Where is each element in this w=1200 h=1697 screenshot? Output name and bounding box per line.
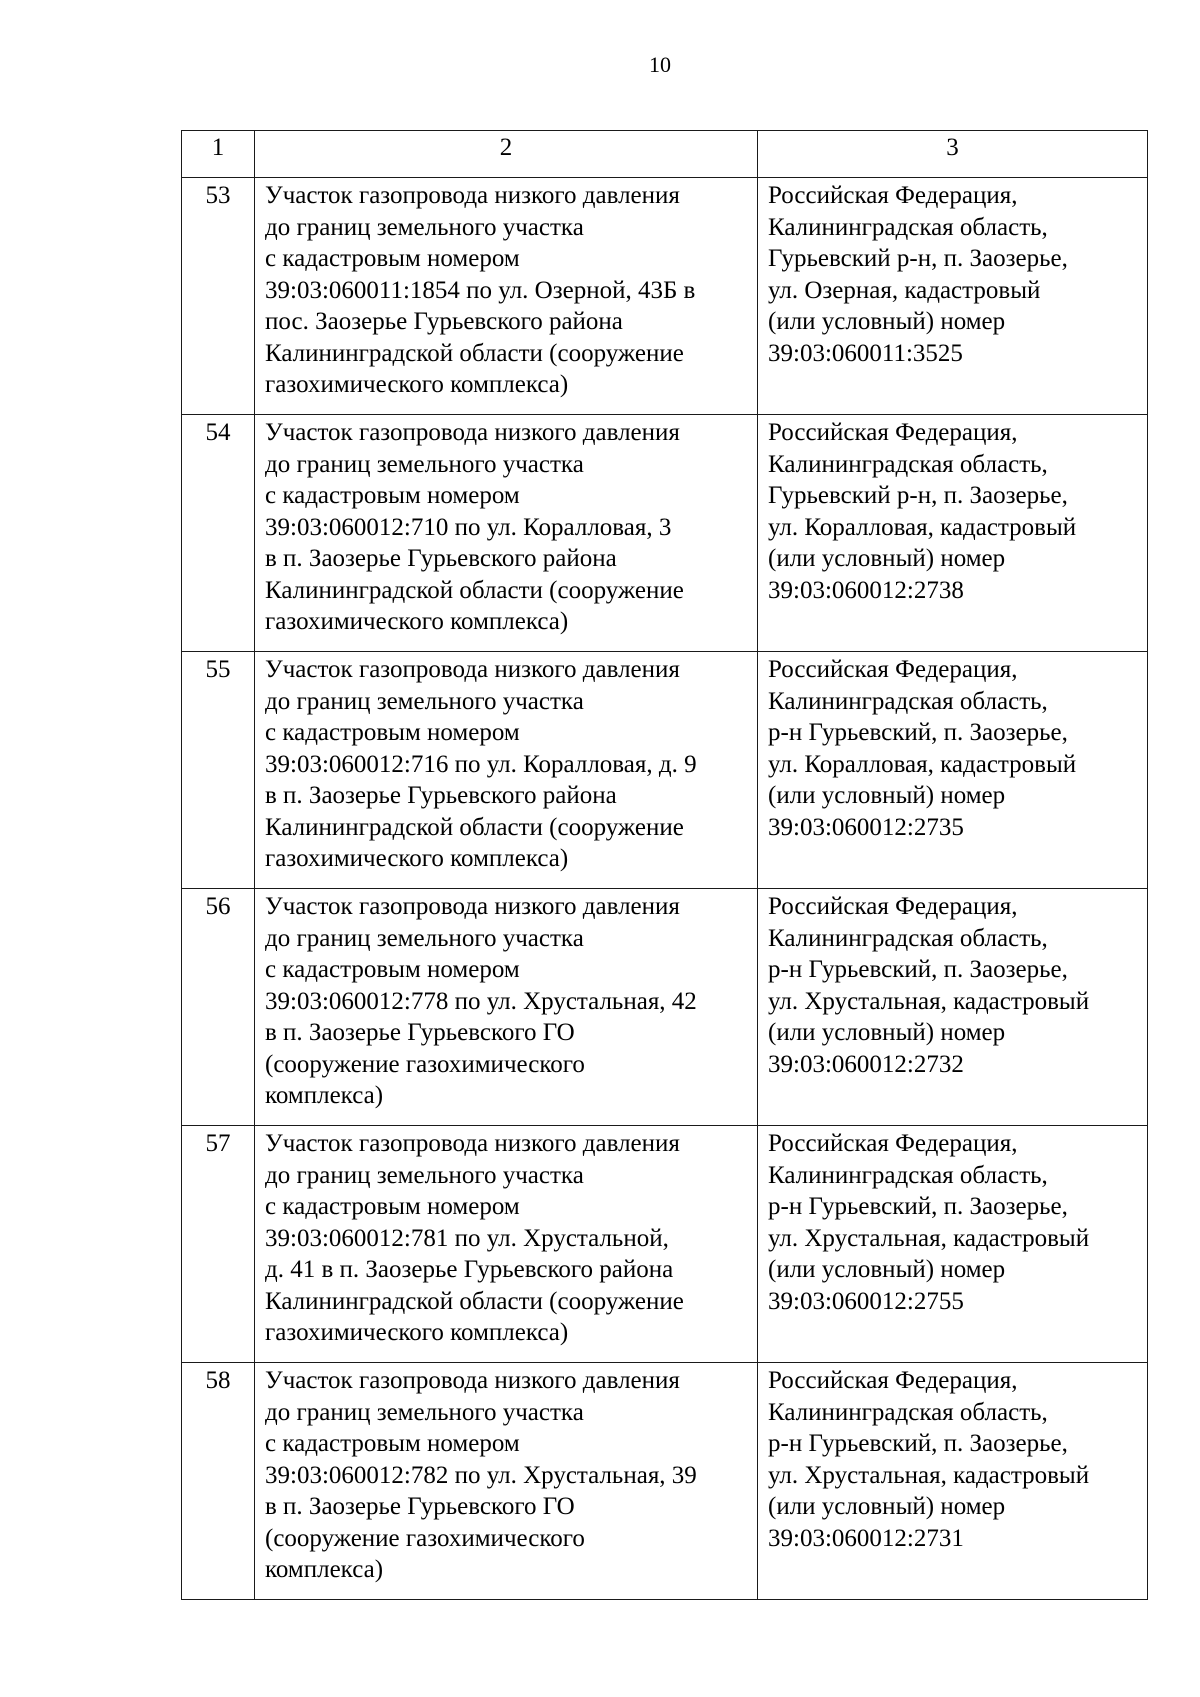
- table-row: [182, 652, 1148, 889]
- location-line: ул. Хрустальная, кадастровый: [768, 1461, 1090, 1489]
- object-description-line: (сооружение газохимического: [265, 1050, 585, 1078]
- object-description-line: с кадастровым номером: [265, 719, 520, 746]
- object-description-line: до границ земельного участка: [265, 213, 584, 241]
- object-description-cell: [255, 1363, 758, 1600]
- location-line: Российская Федерация,: [768, 1130, 1018, 1157]
- object-description-line: 39:03:060012:778 по ул. Хрустальная, 42: [265, 987, 697, 1015]
- location-line: Калининградская область,: [768, 1161, 1048, 1189]
- object-description-cell: [255, 889, 758, 1126]
- object-description-line: (сооружение газохимического: [265, 1524, 585, 1552]
- object-description-line: комплекса): [265, 1556, 384, 1583]
- object-description-line: Участок газопровода низкого давления: [265, 1367, 680, 1394]
- object-description-line: Участок газопровода низкого давления: [265, 656, 680, 683]
- location-line: ул. Озерная, кадастровый: [768, 276, 1041, 304]
- location-line: Калининградская область,: [768, 213, 1048, 241]
- row-number-cell: 58: [182, 1363, 255, 1600]
- object-description-line: 39:03:060012:710 по ул. Коралловая, 3: [265, 513, 672, 541]
- object-description-line: Калининградской области (сооружение: [265, 1287, 684, 1315]
- column-header-number: 1: [182, 131, 255, 178]
- location-line: 39:03:060012:2735: [768, 813, 964, 841]
- row-number-cell: 57: [182, 1126, 255, 1363]
- object-description-line: Участок газопровода низкого давления: [265, 893, 680, 920]
- location-line: Гурьевский р-н, п. Заозерье,: [768, 482, 1068, 509]
- row-number-cell: 56: [182, 889, 255, 1126]
- object-description-line: газохимического комплекса): [265, 608, 569, 635]
- table-header-row: [182, 131, 1148, 178]
- object-description-line: в п. Заозерье Гурьевского ГО: [265, 1019, 575, 1046]
- object-description-line: Калининградской области (сооружение: [265, 813, 684, 841]
- object-description-line: пос. Заозерье Гурьевского района: [265, 308, 623, 335]
- location-cell: [758, 889, 1148, 1126]
- row-number-cell: 55: [182, 652, 255, 889]
- location-line: Российская Федерация,: [768, 656, 1018, 683]
- object-description-line: с кадастровым номером: [265, 482, 520, 509]
- table-row: [182, 1126, 1148, 1363]
- location-line: Российская Федерация,: [768, 419, 1018, 446]
- location-line: 39:03:060012:2755: [768, 1287, 964, 1315]
- row-number-cell: 54: [182, 415, 255, 652]
- object-description-line: до границ земельного участка: [265, 687, 584, 715]
- object-description-line: газохимического комплекса): [265, 845, 569, 872]
- table-row: [182, 415, 1148, 652]
- location-line: р-н Гурьевский, п. Заозерье,: [768, 956, 1068, 983]
- object-description-line: с кадастровым номером: [265, 245, 520, 272]
- location-line: Калининградская область,: [768, 450, 1048, 478]
- location-line: Калининградская область,: [768, 924, 1048, 952]
- object-description-line: до границ земельного участка: [265, 1398, 584, 1426]
- location-cell: [758, 415, 1148, 652]
- location-line: ул. Хрустальная, кадастровый: [768, 987, 1090, 1015]
- location-line: р-н Гурьевский, п. Заозерье,: [768, 1193, 1068, 1220]
- object-description-line: в п. Заозерье Гурьевского ГО: [265, 1493, 575, 1520]
- location-line: Калининградская область,: [768, 1398, 1048, 1426]
- object-description-line: до границ земельного участка: [265, 450, 584, 478]
- row-number-cell: 53: [182, 178, 255, 415]
- location-line: (или условный) номер: [768, 1493, 1006, 1520]
- table-row: [182, 889, 1148, 1126]
- location-line: р-н Гурьевский, п. Заозерье,: [768, 1430, 1068, 1457]
- object-description-cell: [255, 1126, 758, 1363]
- object-description-line: с кадастровым номером: [265, 956, 520, 983]
- location-line: 39:03:060011:3525: [768, 339, 963, 367]
- column-header-location: 3: [758, 131, 1148, 178]
- location-line: Российская Федерация,: [768, 182, 1018, 209]
- object-description-line: 39:03:060011:1854 по ул. Озерной, 43Б в: [265, 276, 696, 304]
- location-line: (или условный) номер: [768, 545, 1006, 572]
- object-description-line: Калининградской области (сооружение: [265, 339, 684, 367]
- objects-table: [181, 130, 1148, 1600]
- object-description-cell: [255, 415, 758, 652]
- object-description-line: до границ земельного участка: [265, 924, 584, 952]
- column-header-object: 2: [255, 131, 758, 178]
- object-description-line: с кадастровым номером: [265, 1430, 520, 1457]
- object-description-line: в п. Заозерье Гурьевского района: [265, 545, 617, 572]
- location-line: 39:03:060012:2738: [768, 576, 964, 604]
- location-cell: [758, 1126, 1148, 1363]
- object-description-line: Калининградской области (сооружение: [265, 576, 684, 604]
- location-line: ул. Коралловая, кадастровый: [768, 513, 1077, 541]
- location-line: (или условный) номер: [768, 782, 1006, 809]
- location-cell: [758, 652, 1148, 889]
- location-cell: [758, 178, 1148, 415]
- object-description-line: Участок газопровода низкого давления: [265, 1130, 680, 1157]
- location-line: Гурьевский р-н, п. Заозерье,: [768, 245, 1068, 272]
- location-line: р-н Гурьевский, п. Заозерье,: [768, 719, 1068, 746]
- location-line: Калининградская область,: [768, 687, 1048, 715]
- object-description-line: комплекса): [265, 1082, 384, 1109]
- table-row: [182, 178, 1148, 415]
- object-description-line: в п. Заозерье Гурьевского района: [265, 782, 617, 809]
- object-description-line: газохимического комплекса): [265, 1319, 569, 1346]
- location-line: ул. Коралловая, кадастровый: [768, 750, 1077, 778]
- location-line: (или условный) номер: [768, 1019, 1006, 1046]
- object-description-cell: [255, 652, 758, 889]
- page-number: 10: [649, 52, 671, 77]
- location-cell: [758, 1363, 1148, 1600]
- object-description-line: 39:03:060012:781 по ул. Хрустальной,: [265, 1224, 669, 1252]
- object-description-line: 39:03:060012:782 по ул. Хрустальная, 39: [265, 1461, 697, 1489]
- object-description-line: до границ земельного участка: [265, 1161, 584, 1189]
- location-line: Российская Федерация,: [768, 1367, 1018, 1394]
- object-description-line: с кадастровым номером: [265, 1193, 520, 1220]
- object-description-line: д. 41 в п. Заозерье Гурьевского района: [265, 1256, 674, 1283]
- location-line: (или условный) номер: [768, 1256, 1006, 1283]
- location-line: (или условный) номер: [768, 308, 1006, 335]
- object-description-line: газохимического комплекса): [265, 371, 569, 398]
- location-line: 39:03:060012:2731: [768, 1524, 964, 1552]
- object-description-line: 39:03:060012:716 по ул. Коралловая, д. 9: [265, 750, 697, 778]
- table-body: [182, 178, 1148, 1600]
- table-row: [182, 1363, 1148, 1600]
- location-line: Российская Федерация,: [768, 893, 1018, 920]
- object-description-line: Участок газопровода низкого давления: [265, 419, 680, 446]
- location-line: ул. Хрустальная, кадастровый: [768, 1224, 1090, 1252]
- location-line: 39:03:060012:2732: [768, 1050, 964, 1078]
- object-description-cell: [255, 178, 758, 415]
- object-description-line: Участок газопровода низкого давления: [265, 182, 680, 209]
